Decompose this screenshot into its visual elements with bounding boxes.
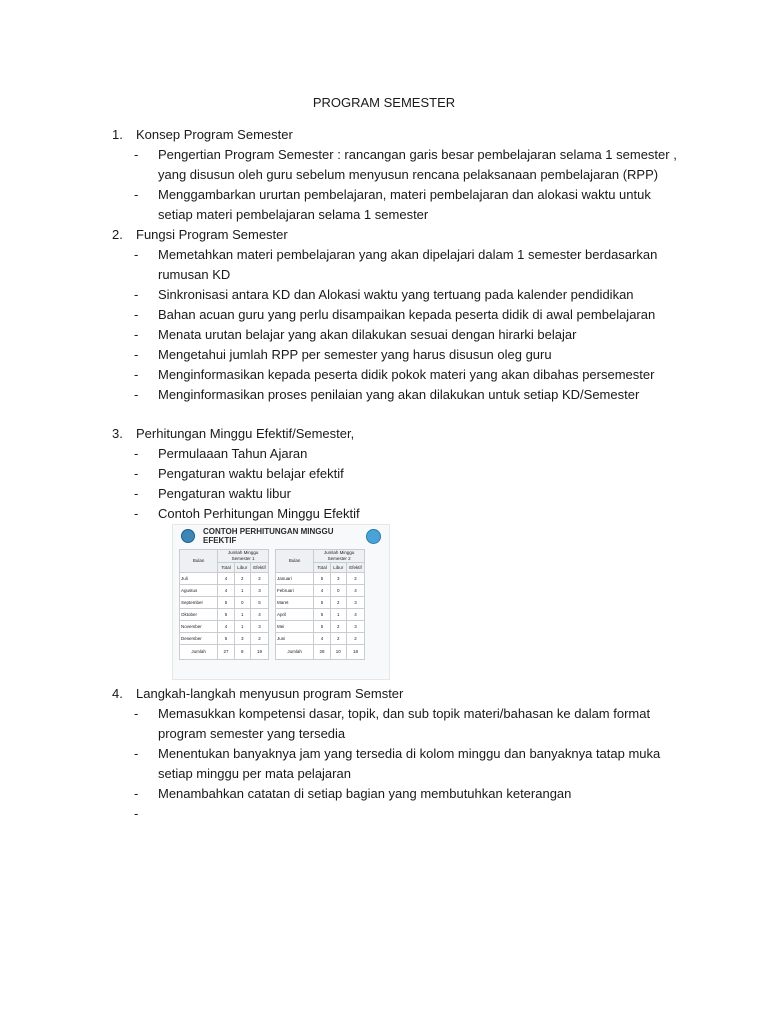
table-cell: 2 (346, 573, 364, 585)
image-title: CONTOH PERHITUNGAN MINGGU EFEKTIF (203, 527, 334, 545)
section-heading: Langkah-langkah menyusun program Semster (136, 686, 404, 701)
table-cell: 5 (218, 633, 234, 645)
table-cell: 0 (234, 597, 250, 609)
table-cell: 1 (234, 609, 250, 621)
table-cell: 5 (314, 609, 330, 621)
table-row (180, 609, 269, 621)
table-row (180, 573, 269, 585)
table-cell: 2 (330, 633, 346, 645)
table-cell: 2 (330, 597, 346, 609)
effective-weeks-image (172, 524, 390, 680)
bullet-dash: - (134, 786, 139, 801)
tut-wuri-logo-icon (366, 529, 381, 544)
table-cell: 4 (314, 585, 330, 597)
table-cell: 28 (314, 645, 330, 660)
table-cell: Januari (276, 573, 314, 585)
month-col-header: Bulan (276, 550, 314, 573)
list-item-text: Menata urutan belajar yang akan dilakukan sesuai dengan hirarki belajar (158, 327, 577, 342)
col-header: Libur (234, 563, 250, 573)
list-item-text: Pengertian Program Semester : rancangan garis besar pembelajaran selama 1 semester , (158, 147, 677, 162)
table-cell: September (180, 597, 218, 609)
semester-2-table (275, 549, 365, 660)
table-cell: 4 (346, 585, 364, 597)
table-cell: Jumlah (276, 645, 314, 660)
table-row (276, 573, 365, 585)
group-header: Jumlah Minggu Semester 1 (218, 550, 269, 563)
bullet-dash: - (134, 746, 139, 761)
bullet-dash: - (134, 187, 139, 202)
bullet-dash: - (134, 506, 139, 521)
col-header: Efektif (250, 563, 268, 573)
total-row (276, 645, 365, 660)
table-cell: Februari (276, 585, 314, 597)
bullet-dash: - (134, 706, 139, 721)
table-row (180, 633, 269, 645)
section-heading: Perhitungan Minggu Efektif/Semester, (136, 426, 355, 441)
semester-1-table (179, 549, 269, 660)
table-cell: 2 (234, 573, 250, 585)
table-cell: 4 (250, 609, 268, 621)
col-header: Efektif (346, 563, 364, 573)
table-cell: April (276, 609, 314, 621)
table-cell: 2 (346, 633, 364, 645)
image-header (173, 525, 390, 547)
list-item-text: setiap minggu per mata pelajaran (158, 766, 351, 781)
table-row (276, 609, 365, 621)
bullet-dash: - (134, 307, 139, 322)
section-heading: Konsep Program Semester (136, 127, 293, 142)
table-row (180, 585, 269, 597)
bullet-dash: - (134, 147, 139, 162)
table-cell: 5 (250, 597, 268, 609)
table-cell: 3 (346, 597, 364, 609)
bullet-dash: - (134, 247, 139, 262)
table-cell: 1 (330, 609, 346, 621)
table-cell: 19 (250, 645, 268, 660)
table-row (180, 621, 269, 633)
table-cell: 3 (346, 621, 364, 633)
bullet-dash: - (134, 466, 139, 481)
section-number: 1. (112, 127, 123, 142)
table-cell: 3 (250, 621, 268, 633)
col-header: Total (218, 563, 234, 573)
table-cell: 5 (314, 597, 330, 609)
bullet-dash: - (134, 486, 139, 501)
table-cell: 1 (234, 585, 250, 597)
table-cell: 2 (250, 633, 268, 645)
list-item-text: setiap materi pembelajaran selama 1 semester (158, 207, 429, 222)
list-item-text: Menginformasikan proses penilaian yang akan dilakukan untuk setiap KD/Semester (158, 387, 640, 402)
table-row (276, 585, 365, 597)
list-item-text: Mengetahui jumlah RPP per semester yang harus disusun oleg guru (158, 347, 552, 362)
list-item-text: Memetahkan materi pembelajaran yang akan dipelajari dalam 1 semester berdasarkan (158, 247, 658, 262)
bullet-dash: - (134, 367, 139, 382)
table-row (276, 597, 365, 609)
table-cell: 4 (314, 633, 330, 645)
total-row (180, 645, 269, 660)
table-cell: 10 (330, 645, 346, 660)
table-cell: 3 (234, 633, 250, 645)
list-item-text: Memasukkan kompetensi dasar, topik, dan sub topik materi/bahasan ke dalam format (158, 706, 651, 721)
table-cell: 27 (218, 645, 234, 660)
table-cell: Mei (276, 621, 314, 633)
table-cell: 4 (346, 609, 364, 621)
table-cell: 8 (234, 645, 250, 660)
table-cell: 4 (218, 585, 234, 597)
col-header: Libur (330, 563, 346, 573)
list-item-text: Contoh Perhitungan Minggu Efektif (158, 506, 360, 521)
bullet-dash: - (134, 446, 139, 461)
bullet-dash: - (134, 806, 139, 821)
table-cell: 5 (218, 597, 234, 609)
table-cell: 5 (314, 621, 330, 633)
section-heading: Fungsi Program Semester (136, 227, 288, 242)
table-row (276, 621, 365, 633)
table-row (180, 597, 269, 609)
list-item-text: Sinkronisasi antara KD dan Alokasi waktu yang tertuang pada kalender pendidikan (158, 287, 634, 302)
table-cell: Jumlah (180, 645, 218, 660)
list-item-text: Pengaturan waktu libur (158, 486, 291, 501)
list-item-text: yang disusun oleh guru sebelum menyusun rencana pelaksanaan pembelajaran (RPP) (158, 167, 659, 182)
bullet-dash: - (134, 387, 139, 402)
list-item-text: Menggambarkan ururtan pembelajaran, materi pembelajaran dan alokasi waktu untuk (158, 187, 651, 202)
list-item-text: Menginformasikan kepada peserta didik pokok materi yang akan dibahas persemester (158, 367, 655, 382)
list-item-text: Menambahkan catatan di setiap bagian yang membutuhkan keterangan (158, 786, 572, 801)
table-cell: 18 (346, 645, 364, 660)
table-cell: Agustus (180, 585, 218, 597)
page-title: PROGRAM SEMESTER (312, 95, 456, 110)
table-cell: 5 (218, 609, 234, 621)
list-item-text: rumusan KD (158, 267, 231, 282)
list-item-text: program semester yang tersedia (158, 726, 346, 741)
list-item-text: Permulaaan Tahun Ajaran (158, 446, 308, 461)
table-cell: 2 (330, 621, 346, 633)
section-number: 2. (112, 227, 123, 242)
list-item-text: Bahan acuan guru yang perlu disampaikan kepada peserta didik di awal pembelajaran (158, 307, 656, 322)
table-cell: Juli (180, 573, 218, 585)
table-cell: Desember (180, 633, 218, 645)
table-cell: 4 (218, 573, 234, 585)
table-cell: 2 (250, 573, 268, 585)
table-cell: November (180, 621, 218, 633)
month-col-header: Bulan (180, 550, 218, 573)
group-header: Jumlah Minggu Semester 2 (314, 550, 365, 563)
bullet-dash: - (134, 327, 139, 342)
list-item-text: Pengaturan waktu belajar efektif (158, 466, 344, 481)
section-number: 4. (112, 686, 123, 701)
table-cell: 0 (330, 585, 346, 597)
table-cell: 5 (314, 573, 330, 585)
table-cell: Maret (276, 597, 314, 609)
table-cell: 4 (218, 621, 234, 633)
bullet-dash: - (134, 287, 139, 302)
list-item-text: Menentukan banyaknya jam yang tersedia di kolom minggu dan banyaknya tatap muka (158, 746, 661, 761)
ministry-logo-icon (181, 529, 195, 543)
table-cell: Oktober (180, 609, 218, 621)
table-cell: 3 (250, 585, 268, 597)
table-cell: 3 (330, 573, 346, 585)
table-row (276, 633, 365, 645)
bullet-dash: - (134, 347, 139, 362)
section-number: 3. (112, 426, 123, 441)
col-header: Total (314, 563, 330, 573)
table-cell: Juni (276, 633, 314, 645)
table-cell: 1 (234, 621, 250, 633)
